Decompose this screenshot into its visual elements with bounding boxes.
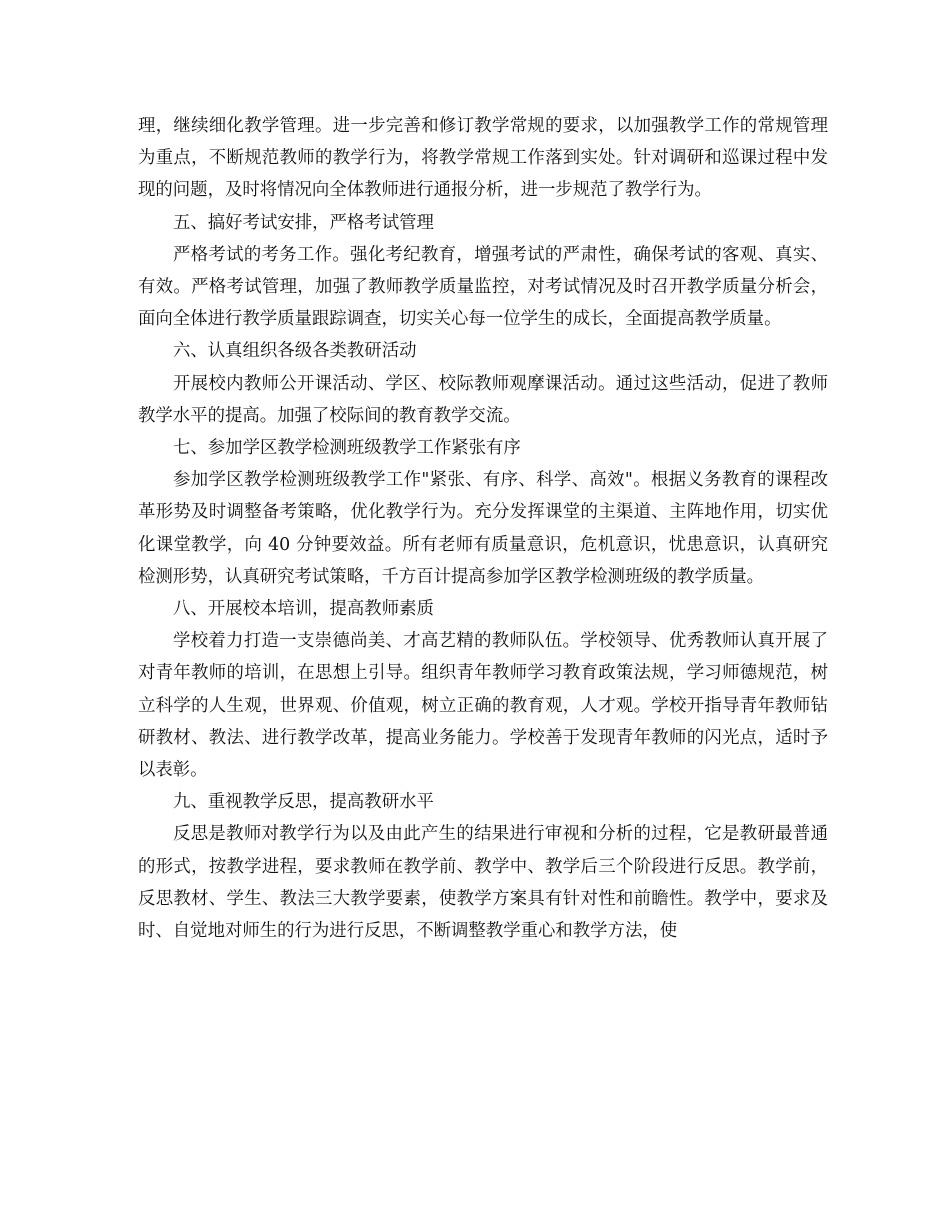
section-heading-8: 八、开展校本培训，提高教师素质 [173,599,434,620]
paragraph-district-testing: 参加学区教学检测班级教学工作"紧张、有序、科学、高效"。根据义务教育的课程改革形势及时调整备考策略，优化教学行为。充分发挥课堂的主渠道、主阵地作用，切实优化课堂教学，向 40 分钟要效益。所有老师有质量意识，危机意识，忧患意识，认真研究检测形势，认真研究考试策略，千方百计提高参加学区教学检测班级的教学质量。 [138,470,828,587]
section-heading-5: 五、搞好考试安排，严格考试管理 [173,212,434,233]
section-heading-6: 六、认真组织各级各类教研活动 [173,341,417,362]
paragraph-teaching-reflection: 反思是教师对教学行为以及由此产生的结果进行审视和分析的过程，它是教研最普通的形式，按教学进程，要求教师在教学前、教学中、教学后三个阶段进行反思。教学前，反思教材、学生、教法三大教学要素，使教学方案具有针对性和前瞻性。教学中，要求及时、自觉地对师生的行为进行反思，不断调整教学重心和教学方法，使 [138,824,828,942]
paragraph-exam-management: 严格考试的考务工作。强化考纪教育，增强考试的严肃性，确保考试的客观、真实、有效。严格考试管理，加强了教师教学质量监控，对考试情况及时召开教学质量分析会，面向全体进行教学质量跟踪调查，切实关心每一位学生的成长，全面提高教学质量。 [138,244,828,330]
section-heading-9: 九、重视教学反思，提高教研水平 [173,792,434,813]
paragraph-teaching-research: 开展校内教师公开课活动、学区、校际教师观摩课活动。通过这些活动，促进了教师教学水平的提高。加强了校际间的教育教学交流。 [138,373,828,426]
section-heading-7: 七、参加学区教学检测班级教学工作紧张有序 [173,438,521,459]
document-page [138,110,828,947]
paragraph-continuation: 理，继续细化教学管理。进一步完善和修订教学常规的要求，以加强教学工作的常规管理为重点，不断规范教师的教学行为，将教学常规工作落到实处。针对调研和巡课过程中发现的问题，及时将情况向全体教师进行通报分析，进一步规范了教学行为。 [138,116,828,201]
paragraph-school-training: 学校着力打造一支崇德尚美、才高艺精的教师队伍。学校领导、优秀教师认真开展了对青年教师的培训，在思想上引导。组织青年教师学习教育政策法规，学习师德规范，树立科学的人生观，世界观、价值观，树立正确的教育观，人才观。学校开指导青年教师钻研教材、教法、进行教学改革，提高业务能力。学校善于发现青年教师的闪光点，适时予以表彰。 [138,631,828,781]
